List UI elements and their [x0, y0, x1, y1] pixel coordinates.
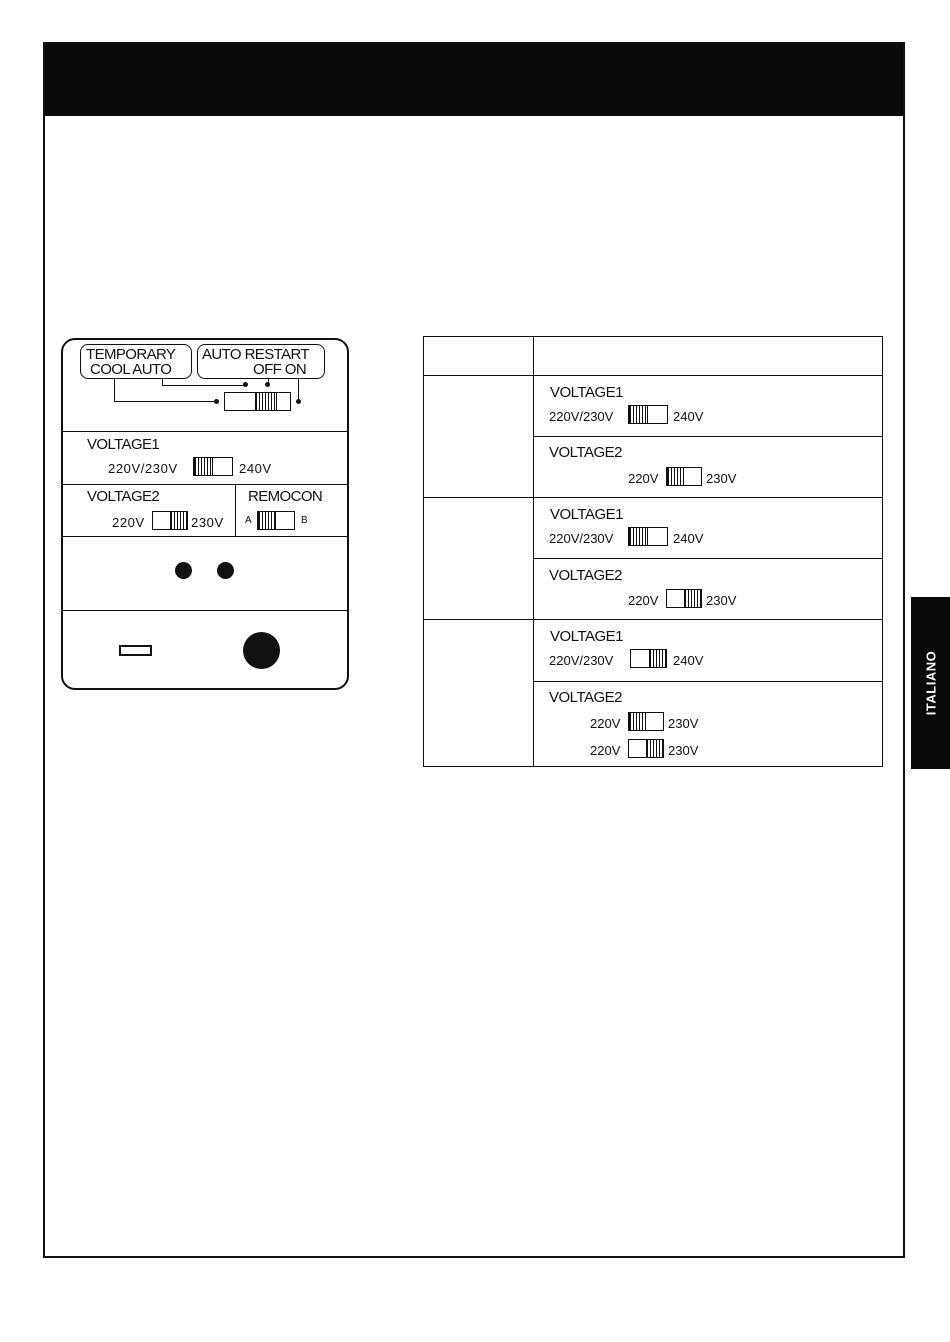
table-row2-inner-divider [533, 558, 883, 559]
row3-v2b-left: 220V [590, 743, 621, 758]
row2-v1-knob [629, 528, 648, 545]
voltage2-switch[interactable] [152, 511, 188, 530]
wire-on [298, 379, 299, 401]
row2-v1-switch [628, 527, 668, 546]
row3-v1-knob [649, 650, 667, 667]
row2-v2-switch [666, 589, 702, 608]
row1-v1-switch [628, 405, 668, 424]
row1-v2-label: VOLTAGE2 [549, 444, 622, 461]
wire-auto-h [162, 385, 246, 386]
row3-v2b-knob [646, 740, 663, 757]
contact-dot-off [265, 382, 270, 387]
voltage-settings-table [423, 336, 883, 767]
row1-v1-knob [629, 406, 648, 423]
reset-button[interactable] [243, 632, 280, 669]
row3-v2-label: VOLTAGE2 [549, 689, 622, 706]
table-row3-inner-divider [533, 681, 883, 682]
row1-v1-label: VOLTAGE1 [550, 384, 623, 401]
row3-v2-right: 230V [668, 716, 699, 731]
remocon-switch-knob[interactable] [258, 512, 276, 529]
panel-divider-3 [63, 536, 347, 537]
row3-v2-left: 220V [590, 716, 621, 731]
row1-v2-left: 220V [628, 471, 659, 486]
remocon-label: REMOCON [248, 488, 323, 505]
row3-v1-left: 220V/230V [549, 653, 614, 668]
voltage1-label: VOLTAGE1 [87, 436, 160, 453]
row1-v2-switch [666, 467, 702, 486]
panel-vdivider [235, 484, 236, 536]
voltage1-switch-knob[interactable] [194, 458, 213, 475]
row1-v2-knob [667, 468, 684, 485]
voltage1-right-value: 240V [239, 461, 272, 476]
language-tab-label: ITALIANO [923, 650, 938, 716]
row3-v2-switch [628, 712, 664, 731]
indicator-led-2 [217, 562, 234, 579]
table-row1-divider [423, 497, 883, 498]
function-switch[interactable] [224, 392, 291, 411]
remocon-a-label: A [245, 515, 252, 526]
table-row2-divider [423, 619, 883, 620]
row2-v2-knob [684, 590, 701, 607]
voltage1-switch[interactable] [193, 457, 233, 476]
remocon-switch[interactable] [257, 511, 295, 530]
indicator-led-1 [175, 562, 192, 579]
voltage1-left-value: 220V/230V [108, 461, 178, 476]
language-tab[interactable] [911, 597, 950, 769]
voltage2-label: VOLTAGE2 [87, 488, 160, 505]
auto-restart-sub-label: OFF ON [253, 361, 307, 378]
row1-v1-left: 220V/230V [549, 409, 614, 424]
table-row1-inner-divider [533, 436, 883, 437]
function-switch-knob[interactable] [255, 393, 277, 410]
row3-v1-label: VOLTAGE1 [550, 628, 623, 645]
panel-divider-2 [63, 484, 347, 485]
temporary-sub-label: COOL AUTO [90, 361, 172, 378]
row1-v2-right: 230V [706, 471, 737, 486]
voltage2-left-value: 220V [112, 515, 145, 530]
table-header-divider [423, 375, 883, 376]
row2-v1-label: VOLTAGE1 [550, 506, 623, 523]
row3-v1-right: 240V [673, 653, 704, 668]
control-panel-diagram [61, 338, 349, 690]
contact-dot-auto [243, 382, 248, 387]
wire-cool-h [114, 401, 216, 402]
row2-v1-right: 240V [673, 531, 704, 546]
row2-v2-left: 220V [628, 593, 659, 608]
temporary-label: TEMPORARY [86, 346, 176, 363]
contact-dot-cool [214, 399, 219, 404]
panel-divider-1 [63, 431, 347, 432]
contact-dot-on [296, 399, 301, 404]
receiver-slot [119, 645, 152, 656]
row1-v1-right: 240V [673, 409, 704, 424]
table-col-divider [533, 336, 534, 767]
remocon-b-label: B [301, 515, 308, 526]
row2-v2-right: 230V [706, 593, 737, 608]
row2-v2-label: VOLTAGE2 [549, 567, 622, 584]
row3-v2b-right: 230V [668, 743, 699, 758]
panel-divider-4 [63, 610, 347, 611]
voltage2-right-value: 230V [191, 515, 224, 530]
row2-v1-left: 220V/230V [549, 531, 614, 546]
wire-cool [114, 379, 115, 402]
row3-v2-knob [629, 713, 646, 730]
row3-v1-switch [630, 649, 667, 668]
auto-restart-label: AUTO RESTART [202, 346, 309, 363]
voltage2-switch-knob[interactable] [170, 512, 187, 529]
row3-v2b-switch [628, 739, 664, 758]
